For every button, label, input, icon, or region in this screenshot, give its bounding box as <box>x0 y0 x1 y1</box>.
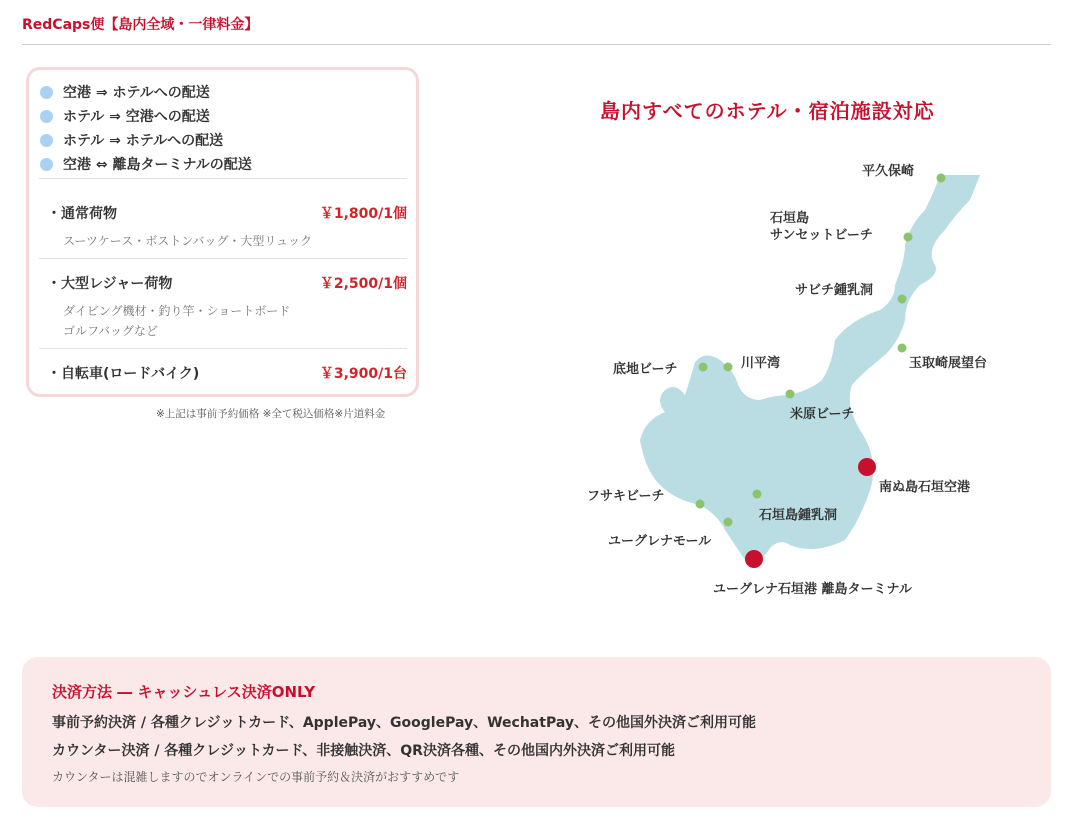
spot-fusaki <box>696 500 705 509</box>
label-kabira: 川平湾 <box>741 356 781 371</box>
spot-sokoji <box>699 363 708 372</box>
price-note: ※上記は事前予約価格 ※全て税込価格※片道料金 <box>156 408 386 420</box>
spot-terminal <box>745 550 763 568</box>
label-fusaki: フサキビーチ <box>587 489 665 504</box>
spot-airport <box>858 458 876 476</box>
label-sabichi: サビチ鍾乳洞 <box>795 283 874 298</box>
label-airport: 南ぬ島石垣空港 <box>879 480 971 495</box>
item-price: ￥3,900/1台 <box>319 366 407 382</box>
item-desc-line: ダイビング機材・釣り竿・ショートボード <box>63 304 291 318</box>
label-euglena-mall: ユーグレナモール <box>608 534 712 549</box>
spot-tamatorizaki <box>898 344 907 353</box>
item-price: ￥2,500/1個 <box>319 276 407 292</box>
label-sunset-2: サンセットビーチ <box>770 228 873 243</box>
payment-line-prepaid: 事前予約決済 / 各種クレジットカード、ApplePay、GooglePay、WechatPay、その他国外決済ご利用可能 <box>52 715 756 731</box>
item-desc-line: ゴルフバッグなど <box>63 324 159 338</box>
spot-yonehara <box>786 390 795 399</box>
route-label: 空港 ⇒ ホテルへの配送 <box>63 85 210 101</box>
item-name: ・大型レジャー荷物 <box>47 276 173 292</box>
spot-sunset-beach <box>904 233 913 242</box>
item-name: ・自転車(ロードバイク) <box>47 366 200 382</box>
label-ishigaki-cave: 石垣島鍾乳洞 <box>759 508 838 523</box>
payment-note: カウンターは混雑しますのでオンラインでの事前予約＆決済がおすすめです <box>52 770 460 784</box>
spot-kabira <box>724 363 733 372</box>
label-yonehara: 米原ビーチ <box>790 407 855 422</box>
map-title: 島内すべてのホテル・宿泊施設対応 <box>600 99 935 123</box>
label-sokoji: 底地ビーチ <box>613 362 678 377</box>
spot-sabichi <box>898 295 907 304</box>
payment-title: 決済方法 ― キャッシュレス決済ONLY <box>52 683 316 701</box>
route-label: 空港 ⇔ 離島ターミナルの配送 <box>63 157 252 173</box>
section-title: RedCaps便【島内全域・一律料金】 <box>22 17 259 33</box>
route-label: ホテル ⇒ ホテルへの配送 <box>63 133 224 149</box>
item-name: ・通常荷物 <box>47 206 117 222</box>
payment-box <box>22 657 1051 807</box>
spot-euglena-mall <box>724 518 733 527</box>
item-price: ￥1,800/1個 <box>319 206 407 222</box>
label-tamatorizaki: 玉取崎展望台 <box>909 356 988 371</box>
spot-hirakubozaki <box>937 174 946 183</box>
label-sunset-1: 石垣島 <box>770 211 810 226</box>
route-label: ホテル ⇒ 空港への配送 <box>63 109 210 125</box>
spot-ishigaki-cave <box>753 490 762 499</box>
item-desc: スーツケース・ボストンバッグ・大型リュック <box>63 234 313 248</box>
label-terminal: ユーグレナ石垣港 離島ターミナル <box>713 582 912 597</box>
payment-line-counter: カウンター決済 / 各種クレジットカード、非接触決済、QR決済各種、その他国内外決済ご利用可能 <box>52 743 675 759</box>
label-hirakubozaki: 平久保崎 <box>862 164 915 179</box>
